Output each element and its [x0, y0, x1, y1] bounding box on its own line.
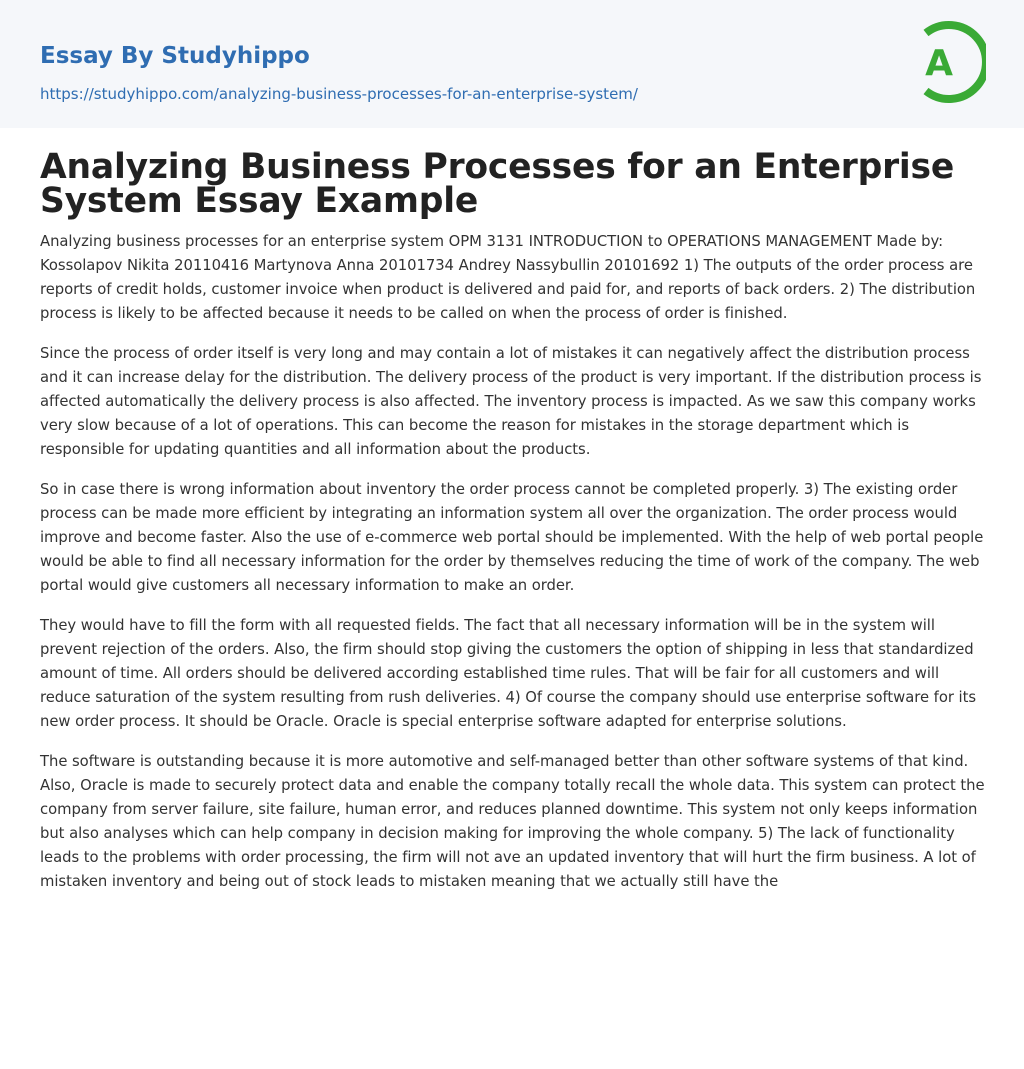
paragraph-5: The software is outstanding because it is more automotive and self-managed better than other software systems of that kind. Also, Oracle is made to securely protect data and enable the company totally recall the whole data. This system can protect the company from server failure, site failure, human error, and reduces planned downtime. This system not only keeps information but also analyses which can help company in decision making for improving the whole company. 5) The lack of functionality leads to the problems with order processing, the firm will not ave an updated inventory that will hurt the firm business. A lot of mistaken inventory and being out of stock leads to mistaken meaning that we actually still have the: [40, 753, 985, 890]
paragraph-1: Analyzing business processes for an enterprise system OPM 3131 INTRODUCTION to OPERATIONS MANAGEMENT Made by: Kossolapov Nikita 20110416 Martynova Anna 20101734 Andrey Nassybullin 20101692 1) The outputs of the order process are reports of credit holds, customer invoice when product is delivered and paid for, and reports of back orders. 2) The distribution process is likely to be affected because it needs to be called on when the process of order is finished.: [40, 233, 976, 322]
site-name[interactable]: Essay By Studyhippo: [40, 43, 310, 69]
logo-a-icon: [912, 19, 986, 105]
studyhippo-logo[interactable]: [912, 19, 986, 105]
logo-letter: A: [925, 43, 953, 84]
article: [40, 147, 988, 910]
article-url-link[interactable]: https://studyhippo.com/analyzing-business-processes-for-an-enterprise-system/: [40, 85, 638, 103]
paragraph-4: They would have to fill the form with all requested fields. The fact that all necessary information will be in the system will prevent rejection of the orders. Also, the firm should stop giving the customers the option of shipping in less that standardized amount of time. All orders should be delivered according established time rules. That will be fair for all customers and will reduce saturation of the system resulting from rush deliveries. 4) Of course the company should use enterprise software for its new order process. It should be Oracle. Oracle is special enterprise software adapted for enterprise solutions.: [40, 617, 976, 730]
paragraph-2: Since the process of order itself is very long and may contain a lot of mistakes it can negatively affect the distribution process and it can increase delay for the distribution. The delivery process of the product is very important. If the distribution process is affected automatically the delivery process is also affected. The inventory process is impacted. As we saw this company works very slow because of a lot of operations. This can become the reason for mistakes in the storage department which is responsible for updating quantities and all information about the products.: [40, 345, 982, 458]
article-title: Analyzing Business Processes for an Enterprise System Essay Example: [40, 147, 955, 221]
paragraph-3: So in case there is wrong information about inventory the order process cannot be completed properly. 3) The existing order process can be made more efficient by integrating an information system all over the organization. The order process would improve and become faster. Also the use of e-commerce web portal should be implemented. With the help of web portal people would be able to find all necessary information for the order by themselves reducing the time of work of the company. The web portal would give customers all necessary information to make an order.: [40, 481, 984, 594]
site-header: [0, 0, 1024, 128]
article-body: [40, 230, 988, 894]
